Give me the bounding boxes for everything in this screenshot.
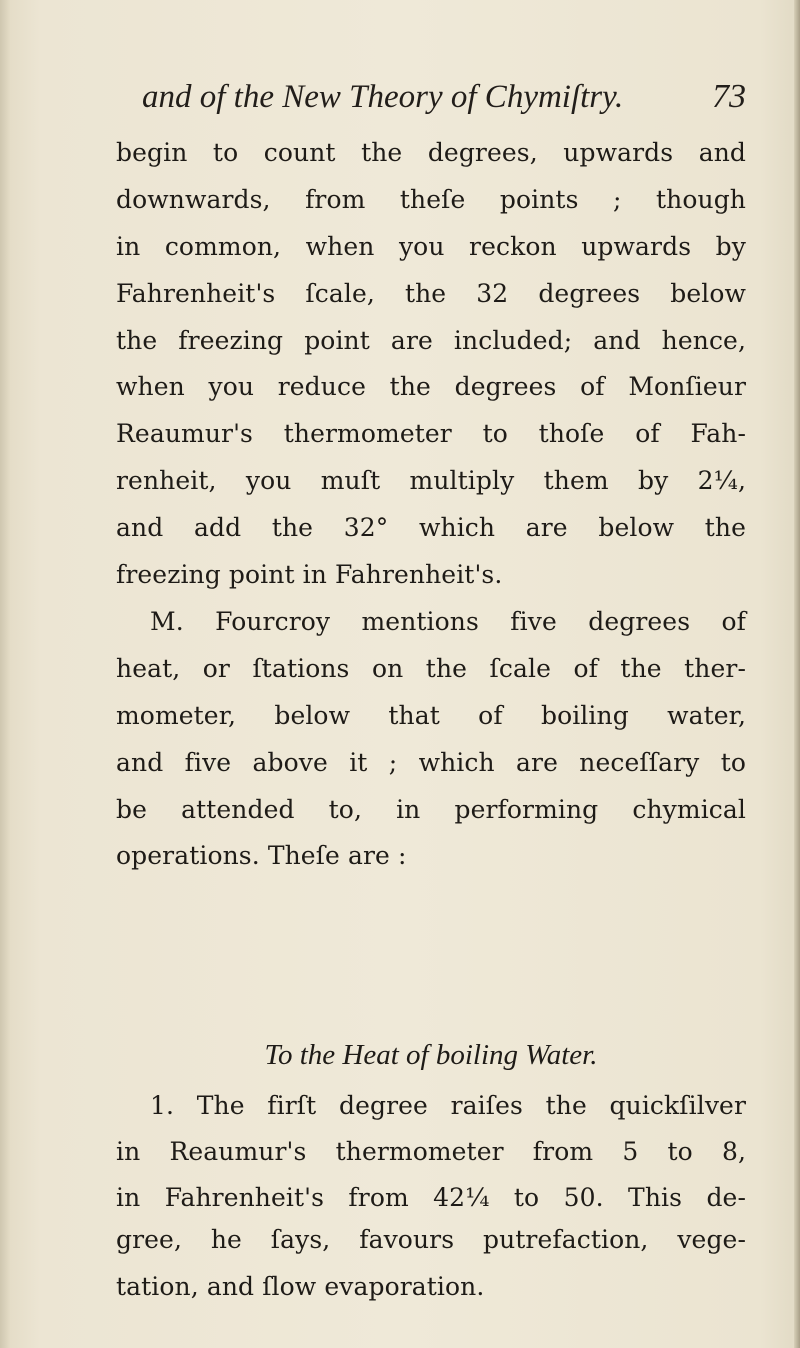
paragraph-3-rest bbox=[116, 1129, 746, 1176]
paragraph-2 bbox=[116, 599, 746, 880]
text-line: freezing point in Fahrenheit's. bbox=[116, 560, 503, 590]
text-line: 1. The firſt degree raiſes the quickſilver bbox=[150, 1091, 746, 1120]
text-line: when you reduce the degrees of Monſieur bbox=[116, 372, 746, 402]
text-line: in common, when you reckon upwards by bbox=[116, 231, 746, 261]
text-line: Reaumur's thermometer to thoſe of Fah- bbox=[116, 419, 746, 449]
text-line: and add the 32° which are below the bbox=[116, 513, 746, 543]
text-line: renheit, you muſt multiply them by 2¼, bbox=[116, 466, 746, 496]
text-line: M. Fourcroy mentions five degrees of bbox=[150, 607, 746, 636]
page-edge-shadow bbox=[794, 0, 800, 1348]
paragraph-1 bbox=[116, 130, 746, 599]
running-head: and of the New Theory of Chymiſtry. bbox=[142, 79, 624, 115]
paragraph-3-tail bbox=[116, 1217, 746, 1311]
text-line: mometer, below that of boiling water, bbox=[116, 700, 746, 730]
paragraph-3-rendered bbox=[116, 1083, 746, 1130]
text-line: and five above it ; which are neceſſary to bbox=[116, 747, 746, 777]
text-line: heat, or ſtations on the ſcale of the ther- bbox=[116, 653, 746, 683]
page-number: 73 bbox=[712, 78, 746, 115]
text-line: Fahrenheit's ſcale, the 32 degrees below bbox=[116, 278, 746, 308]
section-heading: To the Heat of boiling Water. bbox=[264, 1039, 598, 1071]
text-line: downwards, from theſe points ; though bbox=[116, 184, 746, 214]
page-gutter-shadow bbox=[0, 0, 10, 1348]
text-line: in Fahrenheit's from 42¼ to 50. This de- bbox=[116, 1183, 746, 1212]
text-line: be attended to, in performing chymical bbox=[116, 794, 746, 824]
text-line: tation, and ſlow evaporation. bbox=[116, 1271, 485, 1301]
paragraph-3-rest-2 bbox=[116, 1175, 746, 1222]
text-line: gree, he ſays, favours putrefaction, vege- bbox=[116, 1225, 746, 1254]
text-line: in Reaumur's thermometer from 5 to 8, bbox=[116, 1137, 746, 1166]
text-line: operations. Theſe are : bbox=[116, 841, 407, 871]
text-line: begin to count the degrees, upwards and bbox=[116, 138, 746, 167]
text-line: the freezing point are included; and hence, bbox=[116, 325, 746, 355]
